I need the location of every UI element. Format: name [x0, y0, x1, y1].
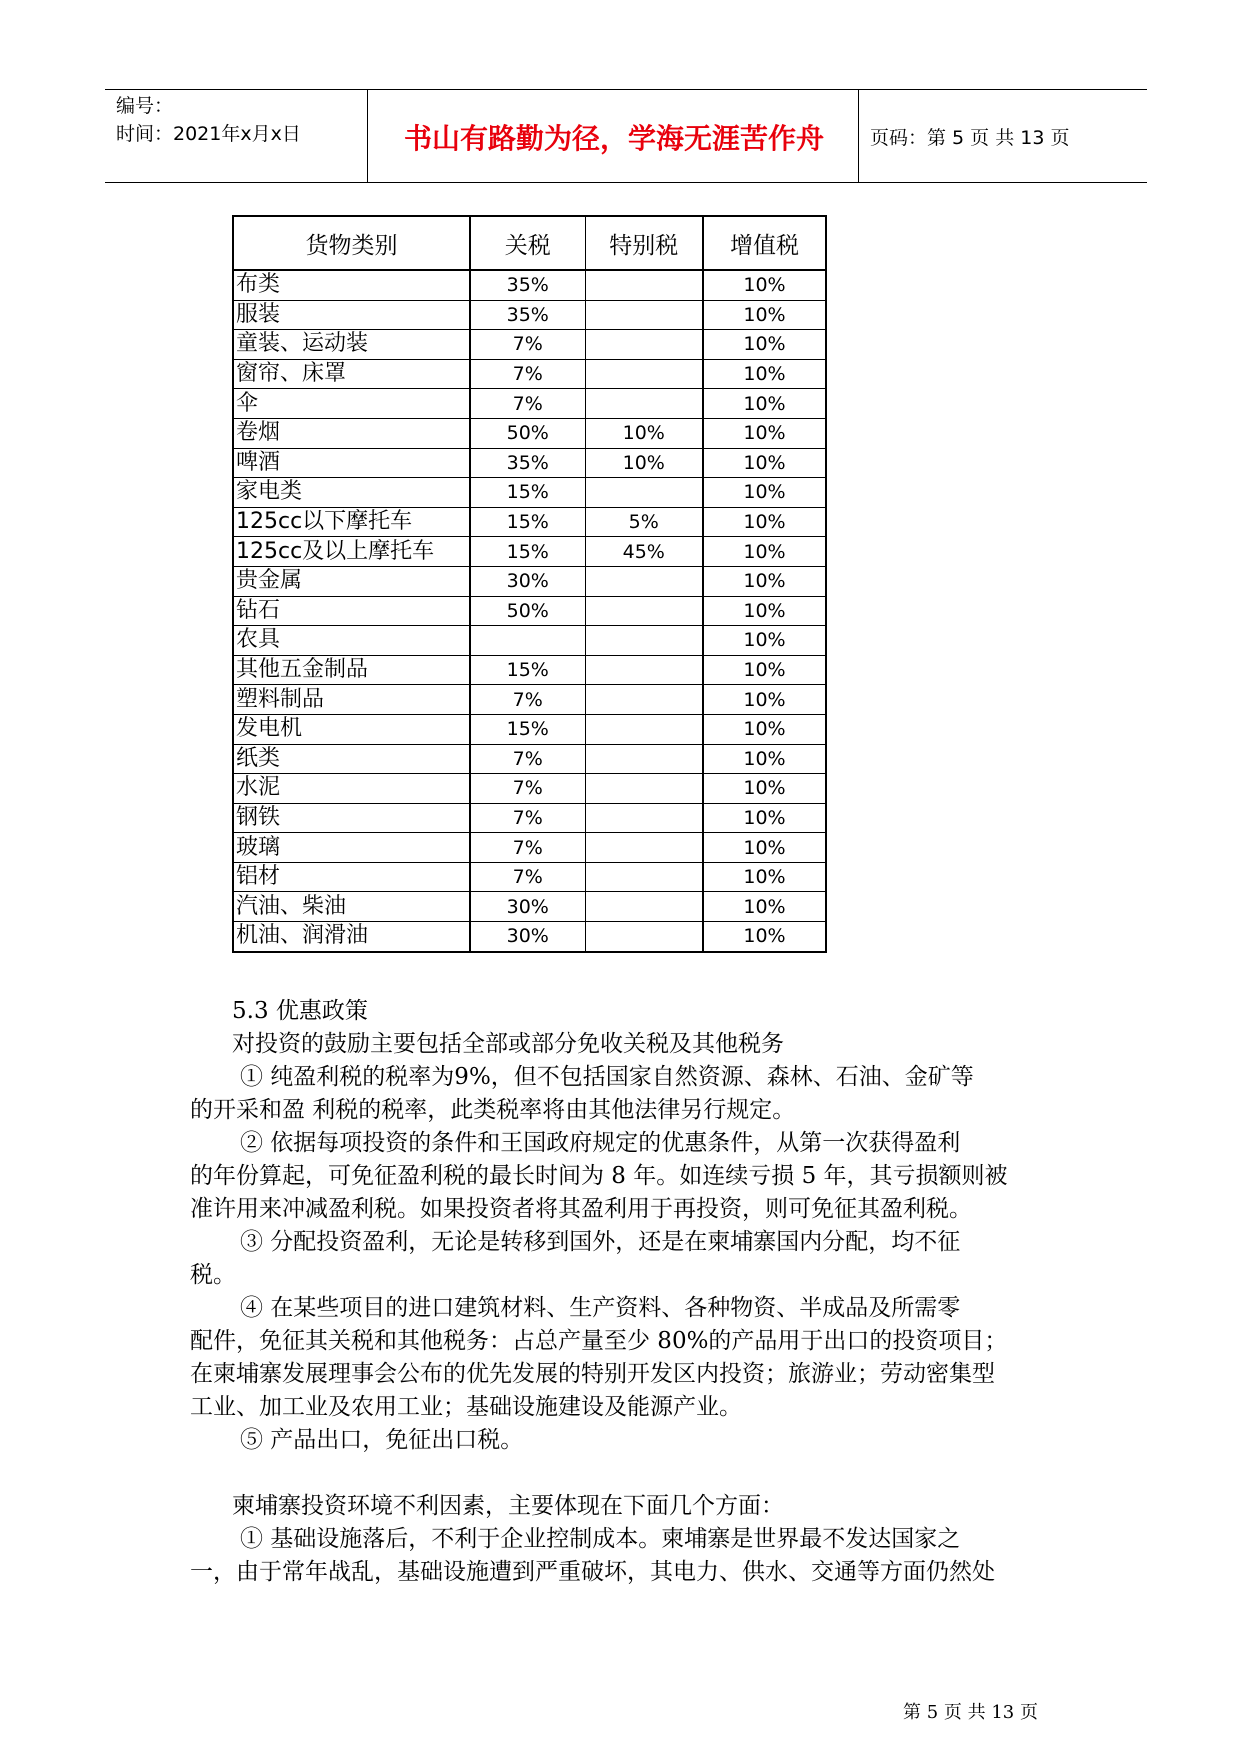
table-row: [233, 359, 826, 389]
category-cell: 家电类: [233, 478, 470, 508]
table-row: [233, 448, 826, 478]
table-row: [233, 596, 826, 626]
tax-rate-table: [232, 215, 827, 953]
special-cell: [585, 744, 703, 774]
unfavorable-line: 一，由于常年战乱，基础设施遭到严重破坏，其电力、供水、交通等方面仍然处: [190, 1559, 995, 1585]
customs-cell: 15%: [470, 478, 585, 508]
special-cell: [585, 478, 703, 508]
category-cell: 伞: [233, 389, 470, 419]
vat-cell: 10%: [703, 270, 826, 300]
special-cell: [585, 685, 703, 715]
policy-line: ⑤ 产品出口，免征出口税。: [240, 1427, 524, 1453]
customs-cell: 50%: [470, 418, 585, 448]
header-time-label: 时间：2021年x月x日: [116, 123, 301, 145]
vat-cell: 10%: [703, 892, 826, 922]
customs-cell: 30%: [470, 892, 585, 922]
table-row: [233, 330, 826, 360]
tax-table-body: [233, 270, 826, 952]
policy-line: 税。: [190, 1262, 236, 1288]
category-cell: 钻石: [233, 596, 470, 626]
policy-line: ④ 在某些项目的进口建筑材料、生产资料、各种物资、半成品及所需零: [240, 1295, 961, 1321]
vat-cell: 10%: [703, 626, 826, 656]
special-cell: [585, 833, 703, 863]
table-row: [233, 300, 826, 330]
customs-cell: 50%: [470, 596, 585, 626]
customs-cell: 15%: [470, 507, 585, 537]
customs-cell: 15%: [470, 537, 585, 567]
table-row: [233, 774, 826, 804]
category-cell: 发电机: [233, 714, 470, 744]
category-cell: 服装: [233, 300, 470, 330]
table-row: [233, 655, 826, 685]
customs-cell: 15%: [470, 655, 585, 685]
table-row: [233, 803, 826, 833]
customs-cell: 7%: [470, 359, 585, 389]
vat-cell: 10%: [703, 389, 826, 419]
vat-cell: 10%: [703, 418, 826, 448]
column-header-customs: 关税: [470, 216, 585, 270]
category-cell: 窗帘、床罩: [233, 359, 470, 389]
vat-cell: 10%: [703, 507, 826, 537]
policy-line: ② 依据每项投资的条件和王国政府规定的优惠条件，从第一次获得盈利: [240, 1130, 961, 1156]
vat-cell: 10%: [703, 359, 826, 389]
special-cell: [585, 862, 703, 892]
footer-page-number: 第 5 页 共 13 页: [903, 1702, 1038, 1723]
vat-cell: 10%: [703, 685, 826, 715]
table-row: [233, 507, 826, 537]
category-cell: 贵金属: [233, 566, 470, 596]
policy-line: 的年份算起，可免征盈利税的最长时间为 8 年。如连续亏损 5 年，其亏损额则被: [190, 1163, 1008, 1189]
policy-line: 准许用来冲减盈利税。如果投资者将其盈利用于再投资，则可免征其盈利税。: [190, 1196, 972, 1222]
special-cell: [585, 774, 703, 804]
header-divider-right: [858, 89, 859, 182]
vat-cell: 10%: [703, 478, 826, 508]
header-divider-left: [367, 89, 368, 182]
customs-cell: 35%: [470, 448, 585, 478]
special-cell: [585, 270, 703, 300]
vat-cell: 10%: [703, 833, 826, 863]
table-row: [233, 389, 826, 419]
vat-cell: 10%: [703, 922, 826, 952]
category-cell: 塑料制品: [233, 685, 470, 715]
category-cell: 铝材: [233, 862, 470, 892]
category-cell: 纸类: [233, 744, 470, 774]
customs-cell: 7%: [470, 330, 585, 360]
header-page-label: 页码：第 5 页 共 13 页: [870, 127, 1070, 149]
special-cell: [585, 389, 703, 419]
policy-line: 在柬埔寨发展理事会公布的优先发展的特别开发区内投资；旅游业；劳动密集型: [190, 1361, 995, 1387]
special-cell: 45%: [585, 537, 703, 567]
table-row: [233, 537, 826, 567]
table-row: [233, 685, 826, 715]
customs-cell: 30%: [470, 922, 585, 952]
table-row: [233, 862, 826, 892]
category-cell: 其他五金制品: [233, 655, 470, 685]
special-cell: [585, 330, 703, 360]
table-header-row: [233, 216, 826, 270]
special-cell: [585, 596, 703, 626]
customs-cell: 35%: [470, 270, 585, 300]
special-cell: [585, 626, 703, 656]
category-cell: 农具: [233, 626, 470, 656]
policy-line: ③ 分配投资盈利，无论是转移到国外，还是在柬埔寨国内分配，均不征: [240, 1229, 961, 1255]
special-cell: [585, 655, 703, 685]
vat-cell: 10%: [703, 537, 826, 567]
category-cell: 童装、运动装: [233, 330, 470, 360]
vat-cell: 10%: [703, 803, 826, 833]
customs-cell: 7%: [470, 389, 585, 419]
table-row: [233, 833, 826, 863]
header-top-rule: [105, 89, 1147, 90]
column-header-vat: 增值税: [703, 216, 826, 270]
customs-cell: 15%: [470, 714, 585, 744]
category-cell: 卷烟: [233, 418, 470, 448]
customs-cell: 7%: [470, 744, 585, 774]
vat-cell: 10%: [703, 596, 826, 626]
table-row: [233, 566, 826, 596]
policy-line: 工业、加工业及农用工业；基础设施建设及能源产业。: [190, 1394, 742, 1420]
category-cell: 机油、润滑油: [233, 922, 470, 952]
vat-cell: 10%: [703, 448, 826, 478]
category-cell: 钢铁: [233, 803, 470, 833]
category-cell: 玻璃: [233, 833, 470, 863]
table-row: [233, 892, 826, 922]
table-row: [233, 418, 826, 448]
customs-cell: 30%: [470, 566, 585, 596]
policy-line: 的开采和盈 利税的税率，此类税率将由其他法律另行规定。: [190, 1097, 796, 1123]
category-cell: 啤酒: [233, 448, 470, 478]
header-meta: [116, 92, 366, 148]
customs-cell: 7%: [470, 685, 585, 715]
header-number-label: 编号：: [116, 95, 174, 117]
special-cell: 10%: [585, 448, 703, 478]
policy-line: ① 纯盈利税的税率为9%，但不包括国家自然资源、森林、石油、金矿等: [240, 1064, 974, 1090]
header-bottom-rule: [105, 182, 1147, 183]
vat-cell: 10%: [703, 566, 826, 596]
customs-cell: 7%: [470, 774, 585, 804]
customs-cell: 7%: [470, 862, 585, 892]
header-motto: 书山有路勤为径，学海无涯苦作舟: [403, 122, 824, 155]
table-row: [233, 714, 826, 744]
vat-cell: 10%: [703, 714, 826, 744]
customs-cell: [470, 626, 585, 656]
category-cell: 布类: [233, 270, 470, 300]
section-title: 5.3 优惠政策: [232, 998, 368, 1024]
special-cell: [585, 922, 703, 952]
special-cell: [585, 566, 703, 596]
vat-cell: 10%: [703, 744, 826, 774]
table-row: [233, 744, 826, 774]
vat-cell: 10%: [703, 862, 826, 892]
category-cell: 汽油、柴油: [233, 892, 470, 922]
category-cell: 水泥: [233, 774, 470, 804]
vat-cell: 10%: [703, 774, 826, 804]
vat-cell: 10%: [703, 300, 826, 330]
customs-cell: 7%: [470, 833, 585, 863]
special-cell: [585, 300, 703, 330]
special-cell: [585, 803, 703, 833]
column-header-category: 货物类别: [233, 216, 470, 270]
special-cell: 10%: [585, 418, 703, 448]
unfavorable-intro: 柬埔寨投资环境不利因素，主要体现在下面几个方面：: [232, 1493, 784, 1519]
policy-line: 配件，免征其关税和其他税务：占总产量至少 80%的产品用于出口的投资项目；: [190, 1328, 1008, 1354]
column-header-special: 特别税: [585, 216, 703, 270]
table-row: [233, 270, 826, 300]
table-row: [233, 922, 826, 952]
special-cell: [585, 714, 703, 744]
category-cell: 125cc及以上摩托车: [233, 537, 470, 567]
category-cell: 125cc以下摩托车: [233, 507, 470, 537]
special-cell: [585, 892, 703, 922]
table-row: [233, 478, 826, 508]
special-cell: [585, 359, 703, 389]
vat-cell: 10%: [703, 655, 826, 685]
special-cell: 5%: [585, 507, 703, 537]
intro-paragraph: 对投资的鼓励主要包括全部或部分免收关税及其他税务: [232, 1031, 784, 1057]
table-row: [233, 626, 826, 656]
customs-cell: 7%: [470, 803, 585, 833]
unfavorable-line: ① 基础设施落后，不利于企业控制成本。柬埔寨是世界最不发达国家之: [240, 1526, 961, 1552]
vat-cell: 10%: [703, 330, 826, 360]
customs-cell: 35%: [470, 300, 585, 330]
